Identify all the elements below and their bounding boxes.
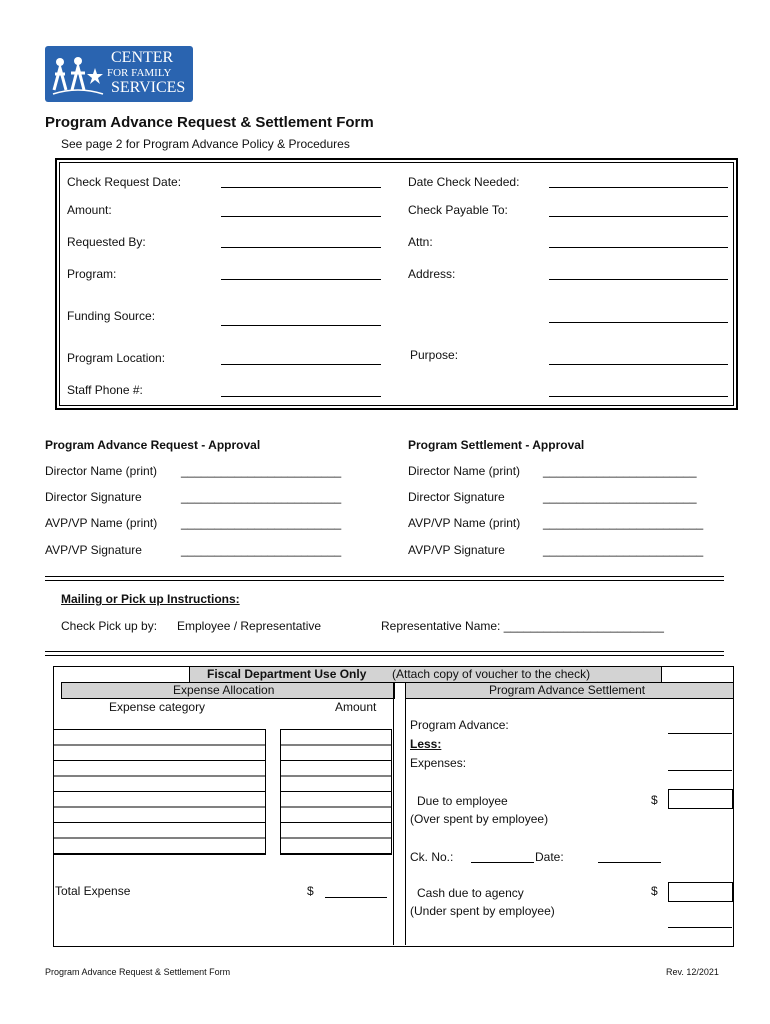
cash-due-field[interactable] [668,882,733,902]
total-expense-field[interactable] [325,897,387,898]
due-dollar-sign: $ [651,793,658,807]
address-label: Address: [408,267,456,281]
request-avp-name-label: AVP/VP Name (print) [45,516,158,530]
settlement-director-name-field[interactable]: _______________________ [543,464,697,478]
staff-phone-field[interactable] [221,396,381,397]
form-title: Program Advance Request & Settlement Form [45,114,374,131]
check-date-field[interactable] [598,862,661,863]
fiscal-heading: Fiscal Department Use Only [207,667,367,681]
purpose-field-1[interactable] [549,364,728,365]
check-payable-to-field[interactable] [549,216,728,217]
check-pickup-label: Check Pick up by: [61,619,158,633]
date-check-needed-field[interactable] [549,187,728,188]
settlement-director-signature-label: Director Signature [408,490,505,504]
attach-note: (Attach copy of voucher to the check) [392,667,591,681]
check-request-date-field[interactable] [221,187,381,188]
under-spent-label: (Under spent by employee) [410,904,555,918]
representative-name-field[interactable]: Representative Name: ________________________ [381,619,664,633]
program-label: Program: [67,267,117,281]
settlement-director-signature-field[interactable]: _______________________ [543,490,697,504]
purpose-field-2[interactable] [549,396,728,397]
program-location-field[interactable] [221,364,381,365]
funding-source-label: Funding Source: [67,309,156,323]
expense-category-heading: Expense category [109,700,206,714]
date-check-needed-label: Date Check Needed: [408,175,520,189]
settlement-avp-name-field[interactable]: ________________________ [543,516,704,530]
staff-phone-label: Staff Phone #: [67,383,143,397]
section-divider [45,576,724,581]
family-figures-icon [51,56,105,96]
check-number-field[interactable] [471,862,534,863]
check-date-label: Date: [535,850,564,864]
logo-line-3: SERVICES [111,79,186,96]
mailing-heading: Mailing or Pick up Instructions: [61,592,240,606]
program-location-label: Program Location: [67,351,166,365]
fiscal-column-divider [393,682,394,945]
less-label: Less: [410,737,442,751]
request-details-box [55,158,738,410]
requested-by-label: Requested By: [67,235,146,249]
footer-form-name: Program Advance Request & Settlement Form [45,967,231,977]
address-field-1[interactable] [549,279,728,280]
logo-line-1: CENTER [111,49,174,66]
program-advance-label: Program Advance: [410,718,509,732]
settlement-heading: Program Advance Settlement [489,683,646,697]
request-approval-heading: Program Advance Request - Approval [45,438,261,452]
fiscal-column-divider-2 [405,682,406,945]
due-to-employee-field[interactable] [668,789,733,809]
expense-amount-grid[interactable] [280,729,392,855]
organization-logo [45,46,193,102]
total-expense-label: Total Expense [55,884,131,898]
settlement-avp-name-label: AVP/VP Name (print) [408,516,521,530]
request-avp-signature-field[interactable]: ________________________ [181,543,342,557]
request-director-name-label: Director Name (print) [45,464,158,478]
expenses-label: Expenses: [410,756,467,770]
expense-category-grid[interactable] [53,729,266,855]
expenses-field[interactable] [668,770,732,771]
program-field[interactable] [221,279,381,280]
expense-allocation-heading: Expense Allocation [173,683,275,697]
settlement-avp-signature-label: AVP/VP Signature [408,543,505,557]
settlement-approval-heading: Program Settlement - Approval [408,438,585,452]
requested-by-field[interactable] [221,247,381,248]
request-director-signature-label: Director Signature [45,490,142,504]
footer-revision: Rev. 12/2021 [666,967,719,977]
attn-field[interactable] [549,247,728,248]
check-number-label: Ck. No.: [410,850,454,864]
over-spent-label: (Over spent by employee) [410,812,549,826]
funding-source-field[interactable] [221,325,381,326]
address-field-2[interactable] [549,322,728,323]
cash-due-label: Cash due to agency [417,886,524,900]
attn-label: Attn: [408,235,433,249]
settlement-director-name-label: Director Name (print) [408,464,521,478]
under-spent-field[interactable] [668,927,732,928]
amount-heading: Amount [335,700,377,714]
due-to-employee-label: Due to employee [417,794,508,808]
request-director-signature-field[interactable]: ________________________ [181,490,342,504]
request-director-name-field[interactable]: ________________________ [181,464,342,478]
logo-line-2: FOR FAMILY [107,67,172,79]
section-divider-2 [45,651,724,656]
request-avp-name-field[interactable]: ________________________ [181,516,342,530]
program-advance-field[interactable] [668,733,732,734]
check-pickup-value[interactable]: Employee / Representative [177,619,322,633]
total-dollar-sign: $ [307,884,314,898]
check-request-date-label: Check Request Date: [67,175,182,189]
amount-field[interactable] [221,216,381,217]
settlement-avp-signature-field[interactable]: ________________________ [543,543,704,557]
cash-dollar-sign: $ [651,884,658,898]
request-avp-signature-label: AVP/VP Signature [45,543,142,557]
purpose-label: Purpose: [410,348,459,362]
form-subtitle: See page 2 for Program Advance Policy & Procedures [61,137,350,151]
amount-label: Amount: [67,203,112,217]
check-payable-to-label: Check Payable To: [408,203,508,217]
